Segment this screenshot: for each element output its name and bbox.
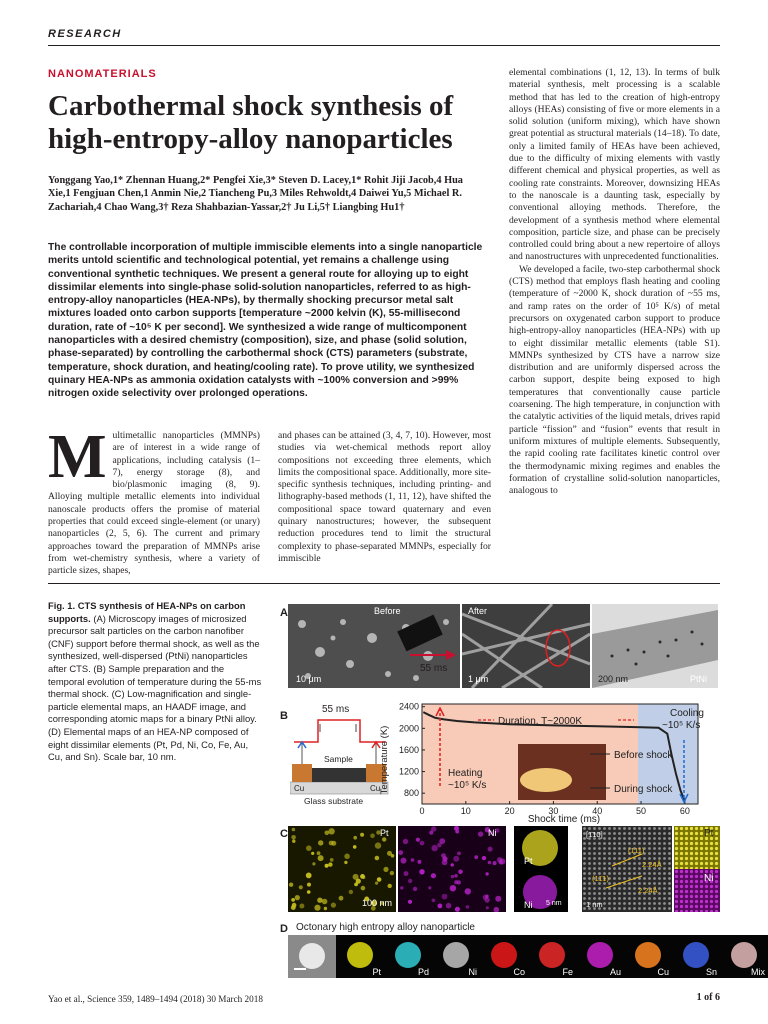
nanoparticle-dot [391, 854, 395, 858]
before-label: Before [374, 606, 401, 616]
element-label: Mix [751, 967, 765, 977]
nanoparticle-dot [370, 834, 375, 839]
nanoparticle-dot [306, 845, 312, 851]
nanoparticle-dot [360, 833, 364, 837]
panel-label-a: A [280, 607, 288, 619]
panel-label-b: B [280, 710, 288, 722]
nanoparticle-dot [291, 835, 296, 840]
element-map-co [480, 935, 528, 978]
cu-right-label: Cu [370, 784, 381, 793]
x-tick-label: 50 [636, 806, 647, 816]
nanoparticle-dot [417, 860, 421, 864]
body-text-1: ultimetallic nanoparticles (MMNPs) are of interest in a wide range of applications, including catalysis (1–7), energy storage (8), and bio/plasmonic imaging (8, 9). Alloying multiple metallic elements into individual nanoscale products offers the promise of material properties that could exceed single-element (or unary) nanoparticles (2, 5, 6). The current and primary approaches toward the preparation of MMNPs arise from wet-chemistry synthesis, where a variety of particle sizes, shapes, [48, 430, 260, 577]
nanoparticle-dot [356, 879, 361, 884]
nanoparticle-dot [446, 903, 452, 909]
nanoparticle-dot [388, 884, 392, 888]
nanoparticle-dot [292, 828, 296, 832]
nanoparticle-dot [497, 857, 502, 862]
x-tick-label: 0 [419, 806, 425, 816]
nanoparticle-dot [292, 840, 295, 843]
nanoparticle-dot [457, 880, 461, 884]
element-label: Au [609, 967, 621, 977]
x-tick-label: 20 [504, 806, 515, 816]
glow [520, 768, 572, 792]
pt-map-low-mag [288, 826, 396, 912]
panel-label-c: C [280, 828, 288, 840]
nanoparticle-dot [317, 898, 322, 903]
body-column-3 [509, 67, 720, 497]
element-map-cu [624, 935, 672, 978]
nanoparticle-dot [328, 828, 334, 834]
scale-bar-200nm: 200 nm [598, 674, 629, 684]
panel-label-d: D [280, 923, 288, 935]
caption-body: (A) Microscopy images of microsized precursor salt particles on the carbon nanofiber (CNF) support before thermal shock, as well as the synthesized, well-dispersed (PtNi) nanoparticles after CTS. (B) Sample preparation and the temporal evolution of temperature during the 55-ms thermal shock. (C) Low-magnification and single-particle elemental maps, an HAADF image, and corresponding atomic maps for a binary PtNi alloy. (D) Elemental maps of an HEA-NP composed of eight dissimilar elements (Pt, Pd, Ni, Co, Fe, Au, Cu, and Sn). Scale bar, 10 nm. [48, 612, 262, 763]
element-label: Pd [417, 967, 429, 977]
nanoparticle-dot [453, 856, 459, 862]
time-label-55ms: 55 ms [420, 663, 448, 674]
haadf-particle [288, 935, 336, 978]
ni-map-low-mag [398, 826, 506, 912]
cu-left-label: Cu [294, 784, 305, 793]
plane-111-label: (111) [628, 846, 645, 855]
element-label: Fe [562, 967, 573, 977]
element-map-mix [720, 935, 768, 978]
y-tick-label: 2000 [398, 723, 419, 734]
nanoparticle-dot [325, 864, 329, 868]
ptni-label: PtNi [690, 674, 708, 684]
nanoparticle-dot [442, 894, 448, 900]
body-paragraph: elemental combinations (1, 12, 13). In terms of bulk material synthesis, melt processing is a scalable method that has led to the creation of high-entropy alloys (HEAs) consisting of five or more elements in a solid solution (uniform mixing), which have shown great potential as structural materials (14–18). To date, only a limited family of HEAs have been achieved, due to the difficulty of mixing elements with vastly different chemical and physical properties, as well as cooling rate constraints. Moreover, downsizing HEAs to the nanoscale is a daunting task, especially by conventional alloying methods. Therefore, the development of a synthesis method where elemental composition, particle size, and phase can be precisely controlled could bring about a new repertoire of alloys and nanostructures with unprecedented functionalities. [509, 67, 720, 263]
panel-d-title: Octonary high entropy alloy nanoparticle [296, 922, 475, 933]
nanoparticle-dot [450, 885, 456, 891]
element-label: Pt [372, 967, 381, 977]
nanoparticle-dot [377, 877, 382, 882]
element-particle-dot [347, 942, 373, 968]
element-particle-dot [683, 942, 709, 968]
y-axis-label: Temperature (K) [379, 725, 390, 795]
nanoparticle-dot [404, 871, 409, 876]
nanoparticle-dot [375, 842, 381, 848]
nanoparticle-dot [375, 856, 380, 861]
element-label: Cu [657, 967, 669, 977]
nanoparticle-dot [314, 905, 320, 911]
d-spacing-label-1: 2.24Å [642, 860, 662, 869]
nanoparticle-dot [291, 905, 296, 910]
nanoparticle-dot [344, 861, 347, 864]
element-particle-dot [539, 942, 565, 968]
nanoparticle-dot [408, 900, 412, 904]
element-map-pd [384, 935, 432, 978]
nanoparticle-dot [307, 890, 311, 894]
element-map-strip [288, 935, 765, 978]
nanoparticle-dot [428, 886, 431, 889]
pulse-label: 55 ms [322, 704, 350, 715]
nanoparticle-dot [485, 872, 488, 875]
nanoparticle-dot [455, 907, 460, 912]
article-kicker: NANOMATERIALS [48, 68, 157, 80]
pt-label: Pt [380, 828, 389, 838]
element-particle-dot [635, 942, 661, 968]
nanoparticle-dot [295, 895, 300, 900]
nanoparticle-dot [419, 869, 424, 874]
during-shock-label: During shock [614, 784, 673, 795]
nanoparticle-dot [438, 904, 443, 909]
pt-atomic-label: Pt [704, 828, 714, 839]
ni-particle-label: Ni [524, 900, 533, 910]
nanoparticle-dot [442, 856, 447, 861]
sample-label: Sample [324, 754, 353, 764]
nanoparticle-dot [413, 887, 417, 891]
cooling-label: Cooling [670, 708, 704, 719]
d-spacing-label-2: 2.24Å [638, 886, 658, 895]
heating-label: Heating [448, 768, 483, 779]
body-column-2: and phases can be attained (3, 4, 7, 10). However, most studies via wet-chemical methods report alloy compositions not exceeding three elements, which limits the compositional space. Additionally, more site-specific synthesis techniques, including printing- and lithography-based methods (1, 11, 12), have shifted the compositional space toward quaternary and even quinary nanostructures; however, the subsequent reduction procedures tend to limit the structural complexity to phase-separated MMNPs, especially for immiscible [278, 430, 491, 564]
element-label: Co [513, 967, 525, 977]
scale-bar-1nm: 1 nm [586, 900, 603, 909]
x-tick-label: 10 [460, 806, 471, 816]
nanoparticle-dot [331, 841, 336, 846]
heating-rate-label: ~10⁵ K/s [448, 780, 487, 791]
element-label: Sn [705, 967, 717, 977]
x-tick-label: 60 [679, 806, 690, 816]
nanoparticle-dot [408, 879, 412, 883]
caption-title: Fig. 1. CTS synthesis of HEA-NPs on carbon supports. [48, 600, 246, 624]
nanoparticle-dot [451, 863, 454, 866]
nanoparticle-dot [360, 874, 365, 879]
element-map-pt [336, 935, 384, 978]
plane-11-1-label: (11̄1) [592, 874, 609, 883]
nanoparticle-dot [403, 839, 408, 844]
sample-schematic [290, 702, 392, 806]
page-number: 1 of 6 [696, 992, 720, 1003]
element-particle-dot [587, 942, 613, 968]
nanoparticle-dot [306, 873, 312, 879]
element-particle-dot [443, 942, 469, 968]
nanoparticle-dot [429, 831, 433, 835]
nanoparticle-dot [451, 875, 454, 878]
nanoparticle-dot [458, 870, 463, 875]
nanoparticle-dot [383, 867, 388, 872]
after-label: After [468, 606, 488, 616]
nanoparticle-dot [289, 883, 293, 887]
x-axis-label: Shock time (ms) [527, 814, 601, 825]
haadf-image [582, 826, 672, 912]
x-tick-label: 30 [548, 806, 559, 816]
nanoparticle-dot [330, 858, 334, 862]
nanoparticle-dot [457, 852, 461, 856]
nanoparticle-dot [331, 903, 336, 908]
nanoparticle-dot [420, 841, 425, 846]
x-tick-label: 40 [592, 806, 603, 816]
element-particle-dot [395, 942, 421, 968]
author-list: Yonggang Yao,1* Zhennan Huang,2* Pengfei Xie,3* Steven D. Lacey,1* Rohit Jiji Jacob,4 Hua Xie,1 Fengjuan Chen,1 Anmin Nie,2 Tiancheng Pu,3 Miles Rehwoldt,4 Daiwei Yu,5 Michael R. Zachariah,4 Chao Wang,3† Reza Shahbazian-Yassar,2† Ju Li,5† Liangbing Hu1† [48, 175, 463, 213]
nanoparticle-dot [484, 897, 489, 902]
nanoparticle-dot [307, 883, 311, 887]
arrow-right-icon [408, 648, 458, 662]
nanoparticle-dot [478, 831, 483, 836]
section-label: RESEARCH [48, 28, 122, 40]
nanoparticle-dot [482, 856, 486, 860]
nanoparticle-dot [353, 836, 357, 840]
zone-axis-label: [1̄10] [586, 830, 603, 839]
nanoparticle-dot [324, 907, 327, 910]
element-map-ni [432, 935, 480, 978]
before-shock-label: Before shock [614, 750, 673, 761]
nanoparticle-dot [488, 847, 493, 852]
nanoparticle-dot [322, 899, 328, 905]
nanoparticle-dot [411, 858, 415, 862]
single-particle-maps [514, 826, 568, 912]
y-tick-label: 800 [403, 788, 419, 799]
sem-image-after [462, 604, 590, 688]
ni-atomic-label: Ni [704, 873, 714, 884]
element-particle-dot [731, 942, 757, 968]
pt-particle-label: Pt [524, 856, 533, 866]
nanoparticle-dot [344, 854, 350, 860]
nanoparticle-dot [454, 826, 459, 831]
tem-image-ptni [592, 604, 718, 688]
nanoparticle-dot [431, 845, 437, 851]
haadf-particle-image [288, 935, 336, 978]
nanoparticle-dot [353, 845, 357, 849]
nanoparticle-dot [390, 871, 394, 875]
figure-rule [48, 583, 720, 584]
nanoparticle-dot [339, 896, 344, 901]
nanoparticle-dot [318, 855, 324, 861]
body-column-1 [48, 423, 260, 578]
duration-label: Duration, T~2000K [498, 716, 583, 727]
element-map-fe [528, 935, 576, 978]
nanoparticle-dot [398, 850, 403, 855]
substrate-label: Glass substrate [304, 796, 364, 806]
footer-citation: Yao et al., Science 359, 1489–1494 (2018) 30 March 2018 [48, 994, 263, 1004]
scale-bar-1um: 1 μm [468, 674, 489, 684]
nanoparticle-dot [328, 862, 332, 866]
ni-atomic-map [674, 869, 720, 912]
nanoparticle-dot [437, 843, 442, 848]
scale-bar-10um: 10 μm [296, 674, 322, 684]
pt-atomic-map [674, 826, 720, 869]
abstract: The controllable incorporation of multiple immiscible elements into a single nanoparticle merits untold scientific and technological potential, yet remains a challenge using conventional synthetic techniques. We present a general route for alloying up to eight dissimilar elements into single-phase solid-solution nanoparticles, referred to as high-entropy-alloy nanoparticles (HEA-NPs), by thermally shocking precursor metal salt mixtures loaded onto carbon supports [temperature ~2000 kelvin (K), 55-millisecond duration, rate of ~10⁵ K per second]. We synthesized a wide range of multicomponent nanoparticles with a desired chemistry (composition), size, and phase (solid solution, phase-separated) by controlling the carbothermal shock (CTS) parameters (substrate, temperature, shock duration, and heating/cooling rate). To prove utility, we synthesized quinary HEA-NPs as ammonia oxidation catalysts with ~100% conversion and >99% nitrogen oxide selectivity over prolonged operations. [48, 242, 483, 400]
nanoparticle-dot [401, 858, 407, 864]
element-particle-dot [491, 942, 517, 968]
article-title: Carbothermal shock synthesis of high-entropy-alloy nanoparticles [48, 90, 454, 155]
nanoparticle-dot [454, 874, 458, 878]
nanoparticle-dot [465, 888, 471, 894]
element-map-au [576, 935, 624, 978]
cooling-rate-label: ~10⁵ K/s [662, 720, 701, 731]
nanoparticle-dot [349, 890, 353, 894]
nanoparticle-dot [474, 855, 478, 859]
scale-bar-100nm: 100 nm [362, 898, 393, 908]
nanoparticle-dot [291, 898, 295, 902]
nanoparticle-dot [312, 862, 315, 865]
nanoparticle-dot [317, 851, 321, 855]
ni-label: Ni [488, 828, 497, 838]
nanoparticle-dot [488, 861, 492, 865]
nanoparticle-dot [311, 852, 314, 855]
nanoparticle-dot [400, 886, 403, 889]
element-map-sn [672, 935, 720, 978]
header-rule [48, 45, 720, 46]
nanoparticle-dot [493, 861, 497, 865]
nanoparticle-dot [495, 896, 501, 902]
ni-dots [398, 826, 506, 912]
nanoparticle-dot [299, 904, 304, 909]
nanoparticle-dot [318, 840, 323, 845]
drop-cap: M [48, 423, 107, 491]
nanoparticle-dot [466, 905, 470, 909]
nanoparticle-dot [375, 882, 378, 885]
body-paragraph: We developed a facile, two-step carbothermal shock (CTS) method that employs flash heating and cooling (temperature of ~2000 K, shock duration of ~55 ms, and ramp rates on the order of 10⁵ K/s) of metal precursors on oxygenated carbon support to produce high-entropy-alloy nanoparticles (HEA-NPs) with up to eight dissimilar metallic elements (table S1). MMNPs synthesized by CTS have a narrow size distribution and are uniformly dispersed across the carbon support, despite being exposed to high temperatures that conventionally cause particle coarsening. The high temperature, in conjunction with the catalytic activities of the liquid metals, drives rapid particle “fission” and “fusion” events that result in uniform mixtures of multiple elements. Subsequently, the rapid cooling rate facilitates kinetic control over the thermodynamic mixing regimes and enables the formation of crystalline solid-solution nanoparticles, analogous to [509, 263, 720, 497]
nanoparticle-dot [361, 886, 366, 891]
nanoparticle-dot [325, 831, 330, 836]
temperature-chart [378, 700, 724, 828]
nanoparticle-dot [416, 838, 420, 842]
y-tick-label: 1600 [398, 744, 419, 755]
nanoparticle-dot [299, 885, 303, 889]
figure-caption [48, 600, 262, 764]
nanoparticle-dot [486, 906, 489, 909]
element-label: Ni [468, 967, 477, 977]
nanoparticle-dot [432, 899, 436, 903]
y-tick-label: 1200 [398, 766, 419, 777]
y-tick-label: 2400 [398, 701, 419, 712]
nanoparticle-dot [431, 873, 436, 878]
scale-bar-5nm: 5 nm [546, 900, 562, 907]
nanoparticle-dot [494, 907, 500, 912]
